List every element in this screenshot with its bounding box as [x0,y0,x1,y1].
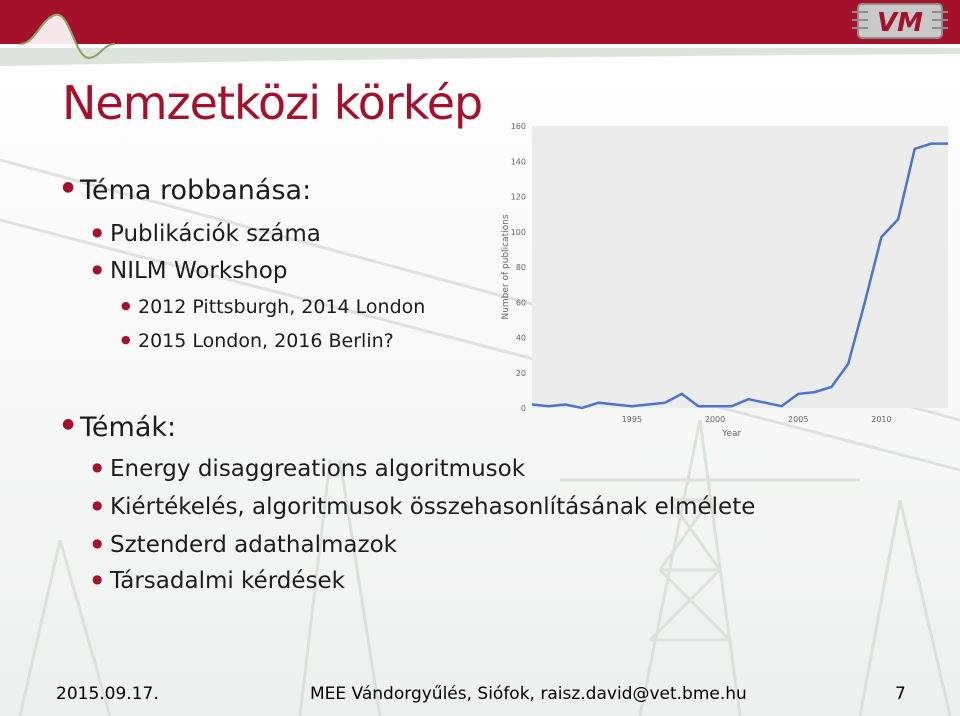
y-axis-ticks [511,122,526,413]
bullet-item [92,494,756,520]
bullet-text: NILM Workshop [110,258,288,284]
bullet-text: Téma robbanása: [80,175,312,206]
y-axis-label: Number of publications [501,214,511,320]
bullet-icon: ● [121,333,131,346]
bullet-icon: ● [92,460,103,474]
bullet-icon: ● [92,225,103,239]
bullet-text: 2012 Pittsburgh, 2014 London [138,296,426,318]
x-tick-label: 2005 [788,415,809,424]
vm-logo [852,0,948,42]
bullet-text: Sztenderd adathalmazok [110,532,397,558]
bullet-text: Energy disaggreations algoritmusok [110,456,526,482]
bullet-item [92,532,397,558]
footer-date: 2015.09.17. [56,684,159,704]
bullet-text: Kiértékelés, algoritmusok összehasonlításának elmélete [110,494,756,520]
publications-chart [496,116,960,446]
y-tick-label: 100 [510,227,526,237]
bullet-text: 2015 London, 2016 Berlin? [138,330,394,352]
bullet-item [121,330,394,352]
y-tick-label: 160 [510,122,526,131]
bullet-text: Témák: [80,412,177,443]
bullet-item [92,456,526,482]
bullet-icon: ● [92,498,103,512]
bullet-item [92,221,321,247]
y-tick-label: 60 [515,298,526,308]
header-wave-decoration [0,0,960,70]
x-axis-ticks [622,415,892,424]
bullet-text: Társadalmi kérdések [110,568,345,594]
x-tick-label: 1995 [621,415,643,424]
x-axis-label: Year [722,429,742,439]
y-tick-label: 0 [520,404,526,413]
bullet-item [92,568,345,594]
footer-page-number: 7 [895,684,906,704]
plot-background [532,126,948,408]
bullet-icon: ● [92,572,103,586]
logo-text: VM [877,8,923,38]
bullet-icon: ● [62,416,75,432]
bullet-item [62,412,177,443]
bullet-item [92,258,288,284]
bullet-icon: ● [62,179,75,195]
y-tick-label: 20 [515,368,526,378]
bullet-item [121,296,426,318]
footer-center-text: MEE Vándorgyűlés, Siófok, raisz.david@vet.bme.hu [310,684,747,704]
bullet-text: Publikációk száma [110,221,321,247]
y-tick-label: 80 [515,263,526,272]
y-tick-label: 140 [510,157,526,167]
bullet-item [62,175,312,206]
bullet-icon: ● [92,536,103,550]
x-tick-label: 2010 [871,415,892,424]
slide-title: Nemzetközi körkép [62,76,483,130]
bullet-icon: ● [121,299,131,312]
bullet-icon: ● [92,262,103,276]
x-tick-label: 2000 [704,415,726,424]
y-tick-label: 120 [510,192,526,202]
y-tick-label: 40 [515,333,526,343]
